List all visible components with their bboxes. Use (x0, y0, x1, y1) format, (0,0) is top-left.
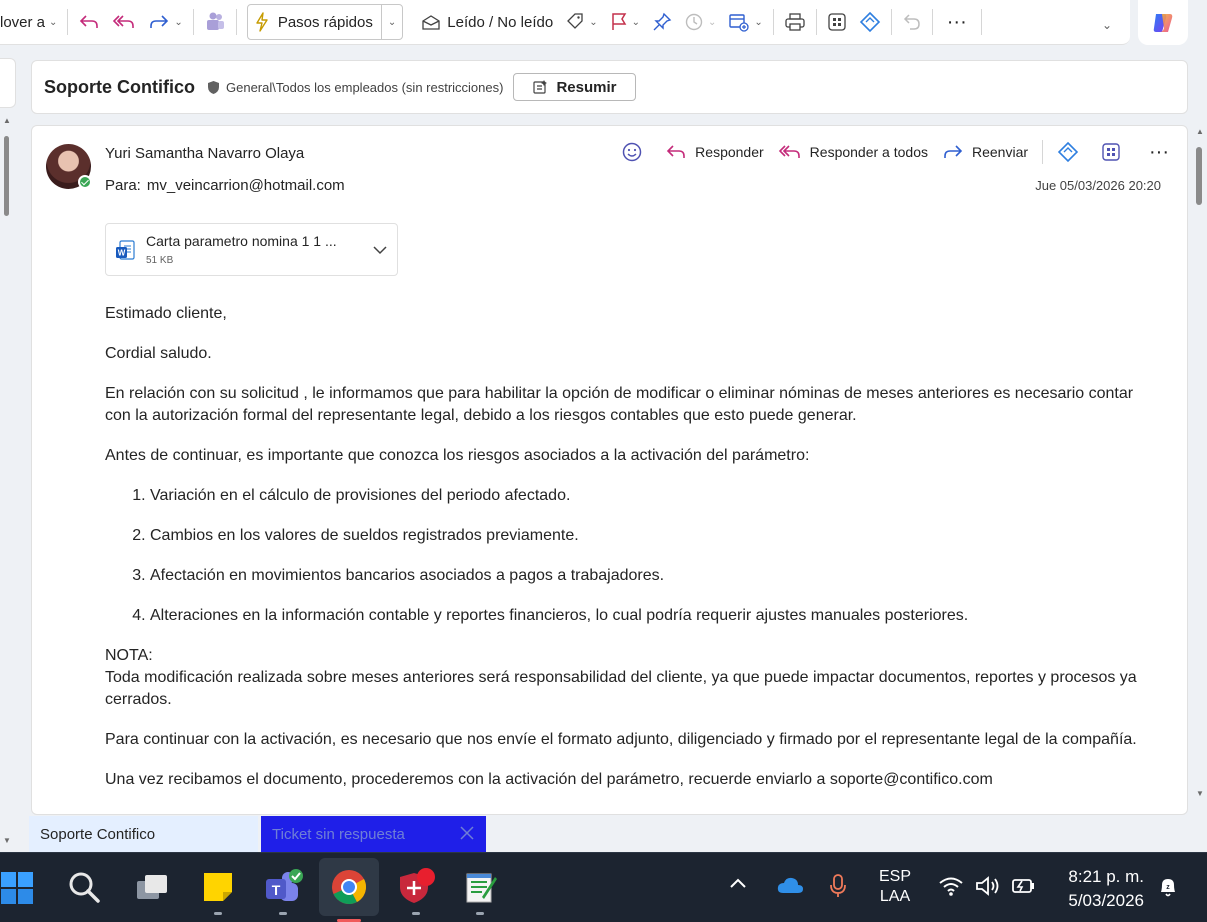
search-icon (67, 870, 101, 904)
printer-icon (784, 12, 806, 32)
paragraph: En relación con su solicitud , le informamos que para habilitar la opción de modificar o eliminar nóminas de meses anteriores es necesario contar con la autorización formal del representante legal, debido a los riesgos contables que esto puede generar. (105, 385, 1134, 424)
language-code: ESP (879, 868, 912, 885)
task-view-icon (135, 872, 169, 902)
ribbon-toolbar (0, 0, 1130, 45)
apps-grid-icon (827, 12, 847, 32)
tab-ticket-sin-respuesta[interactable] (261, 816, 486, 852)
apps-grid-icon (1101, 142, 1121, 162)
running-indicator (412, 912, 420, 915)
undo-icon (902, 12, 922, 32)
attachment-size: 51 KB (146, 255, 174, 266)
sensitivity-text: General\Todos los empleados (sin restricciones) (226, 79, 504, 95)
folder-pane-edge[interactable] (0, 58, 16, 108)
separator (67, 9, 68, 35)
subject-bar (31, 60, 1188, 114)
microphone-icon (828, 873, 848, 899)
attachment-card[interactable] (105, 223, 398, 276)
chevron-down-icon: ⌄ (631, 16, 640, 28)
volume-tray-icon[interactable] (974, 875, 1002, 902)
forward-button[interactable] (942, 143, 1028, 161)
to-label: Para: (105, 177, 141, 194)
sensitivity-label[interactable] (207, 80, 503, 95)
summarize-button[interactable] (513, 73, 635, 101)
svg-text:T: T (271, 882, 281, 898)
clock-date: 5/03/2026 (1068, 891, 1144, 910)
quick-steps-button[interactable] (247, 4, 403, 40)
notifications-button[interactable] (1156, 875, 1180, 904)
copilot-button[interactable] (1138, 0, 1188, 45)
print-button[interactable] (778, 0, 812, 45)
cloud-icon (776, 875, 804, 895)
reply-icon (665, 143, 687, 161)
tag-icon (565, 12, 585, 32)
security-app-taskbar-icon[interactable] (394, 865, 438, 909)
more-options-button[interactable] (937, 0, 977, 45)
windows-logo-icon (1, 869, 37, 905)
reply-label: Responder (695, 144, 764, 160)
chrome-taskbar-icon[interactable] (319, 858, 379, 916)
chevron-down-icon: ⌄ (1101, 18, 1112, 32)
reply-all-label: Responder a todos (809, 144, 928, 160)
more-icon: ··· (946, 10, 967, 33)
reply-icon (78, 13, 100, 31)
shield-app-icon (396, 867, 436, 907)
running-indicator (214, 912, 222, 915)
chevron-down-icon: ⌄ (387, 16, 397, 28)
windows-taskbar (0, 852, 1207, 922)
running-indicator (476, 912, 484, 915)
svg-text:z: z (1166, 884, 1170, 891)
search-button[interactable] (62, 865, 106, 909)
scroll-thumb[interactable] (4, 136, 9, 216)
snooze-button[interactable] (678, 0, 722, 45)
show-hidden-icons-button[interactable] (728, 875, 748, 896)
start-button[interactable] (0, 865, 38, 909)
list-item: 2. Cambios en los valores de sueldos registrados previamente. (150, 525, 1155, 547)
viva-insights-button[interactable] (853, 0, 887, 45)
separator (891, 9, 892, 35)
paragraph: Antes de continuar, es importante que conozca los riesgos asociados a la activación del parámetro: (105, 447, 810, 464)
onedrive-tray-icon[interactable] (776, 875, 804, 900)
forward-label: Reenviar (971, 144, 1029, 160)
forward-icon (942, 143, 964, 161)
note (105, 645, 1155, 711)
quick-steps-group (241, 0, 409, 45)
chevron-down-icon: ⌄ (49, 16, 58, 28)
reply-all-icon (112, 13, 136, 31)
chevron-up-icon (728, 875, 748, 891)
notepad-taskbar-icon[interactable] (458, 865, 502, 909)
scroll-up-arrow-icon[interactable]: ▲ (3, 116, 11, 125)
subject-title: Soporte Contifico (44, 76, 195, 97)
apps-button[interactable] (1101, 142, 1129, 162)
scroll-down-arrow-icon[interactable]: ▼ (1196, 789, 1204, 798)
rules-icon (728, 12, 750, 32)
summarize-icon (532, 79, 548, 95)
tab-soporte-contifico[interactable] (29, 816, 258, 852)
word-document-icon (115, 240, 135, 262)
clock-time: 8:21 p. m. (1068, 867, 1144, 886)
close-icon[interactable] (458, 824, 476, 842)
separator (773, 9, 774, 35)
reply-all-toolbar-button[interactable] (106, 0, 142, 45)
bell-icon (1156, 875, 1180, 899)
diamond-icon (859, 11, 881, 33)
risk-list (105, 485, 1155, 627)
apps-button[interactable] (821, 0, 853, 45)
separator (981, 9, 982, 35)
teams-share-button[interactable] (198, 0, 232, 45)
tab-label: Soporte Contifico (40, 825, 156, 843)
recipient-line (105, 177, 351, 194)
reply-toolbar-button[interactable] (72, 0, 106, 45)
undo-button[interactable] (896, 0, 928, 45)
note-text: Toda modificación realizada sobre meses anteriores será responsabilidad del cliente, ya que puede impactar documentos, reportes y procesos ya cerrados. (105, 669, 1137, 708)
microphone-tray-icon[interactable] (828, 873, 848, 904)
chevron-down-icon: ⌄ (707, 16, 717, 28)
chevron-down-icon[interactable] (372, 244, 388, 256)
move-to-label: lover a (0, 13, 46, 31)
chevron-down-icon: ⌄ (754, 16, 763, 28)
network-tray-icon[interactable] (938, 875, 964, 902)
forward-icon (148, 13, 170, 31)
shield-icon (207, 80, 220, 95)
presence-available-icon (78, 175, 92, 189)
teams-taskbar-icon[interactable] (261, 865, 305, 909)
paragraph: Para continuar con la activación, es necesario que nos envíe el formato adjunto, diligenciado y firmado por el representante legal de la compañía. (105, 731, 1137, 748)
notepad-icon (462, 869, 498, 905)
list-item: 1. Variación en el cálculo de provisiones del periodo afectado. (150, 485, 1155, 507)
more-icon: ··· (1149, 140, 1169, 163)
lightning-icon (254, 12, 270, 32)
clock-icon (684, 12, 704, 32)
keyboard-layout: LAA (879, 888, 911, 905)
message-card (31, 125, 1188, 815)
message-actions (607, 140, 1169, 164)
message-body (105, 303, 1155, 809)
list-item: 3. Afectación en movimientos bancarios asociados a pagos a trabajadores. (150, 565, 1155, 587)
teams-icon (204, 12, 226, 32)
read-unread-button[interactable] (415, 0, 559, 45)
paragraph: Una vez recibamos el documento, procederemos con la activación del parámetro, recuerde enviarlo a soporte@contifico.com (105, 771, 993, 788)
separator (381, 4, 382, 40)
list-item: 4. Alteraciones en la información contable y reportes financieros, lo cual podría requerir ajustes manuales posteriores. (150, 605, 1155, 627)
left-scrollbar[interactable] (0, 112, 14, 852)
sender-name[interactable]: Yuri Samantha Navarro Olaya (105, 145, 305, 162)
flag-icon (610, 12, 628, 32)
separator (1042, 140, 1043, 164)
flag-button[interactable] (604, 0, 646, 45)
reading-pane-scrollbar[interactable] (1192, 125, 1206, 805)
viva-insights-button[interactable] (1057, 141, 1087, 163)
read-unread-label: Leído / No leído (447, 13, 554, 31)
reply-button[interactable] (665, 143, 764, 161)
scroll-up-arrow-icon[interactable]: ▲ (1196, 127, 1204, 136)
expand-ribbon-button[interactable] (1092, 5, 1118, 45)
chrome-icon (330, 868, 368, 906)
separator (193, 9, 194, 35)
pin-icon (652, 12, 672, 32)
attachment-name: Carta parametro nomina 1 1 ... (146, 233, 337, 249)
rules-button[interactable] (722, 0, 768, 45)
chevron-down-icon: ⌄ (174, 16, 183, 28)
recipient-address[interactable]: mv_veincarrion@hotmail.com (146, 177, 345, 194)
summarize-label: Resumir (556, 78, 617, 96)
reaction-button[interactable] (621, 141, 651, 163)
chevron-down-icon: ⌄ (589, 16, 598, 28)
diamond-icon (1057, 141, 1079, 163)
sticky-notes-icon (201, 870, 235, 904)
move-to-button[interactable] (0, 0, 63, 45)
message-date: Jue 05/03/2026 20:20 (1035, 178, 1161, 193)
running-indicator (279, 912, 287, 915)
reply-all-icon (778, 143, 802, 161)
clock[interactable] (1058, 865, 1144, 913)
quick-steps-label: Pasos rápidos (277, 13, 373, 31)
forward-toolbar-button[interactable] (142, 0, 188, 45)
greeting: Estimado cliente, (105, 305, 227, 322)
pin-button[interactable] (646, 0, 678, 45)
envelope-open-icon (421, 13, 441, 31)
avatar[interactable] (46, 144, 91, 189)
smiley-icon (621, 141, 643, 163)
battery-charging-icon (1010, 875, 1038, 897)
tab-label: Ticket sin respuesta (272, 825, 405, 843)
separator (816, 9, 817, 35)
separator (932, 9, 933, 35)
task-view-button[interactable] (130, 865, 174, 909)
teams-icon (262, 866, 304, 908)
sticky-notes-taskbar-icon[interactable] (196, 865, 240, 909)
wifi-icon (938, 875, 964, 897)
reply-all-button[interactable] (778, 143, 928, 161)
svg-text:W: W (117, 248, 126, 258)
note-title: NOTA: (105, 647, 153, 664)
copilot-icon (1150, 10, 1176, 36)
battery-tray-icon[interactable] (1010, 875, 1038, 902)
scroll-thumb[interactable] (1196, 147, 1202, 205)
speaker-icon (974, 875, 1002, 897)
separator (236, 9, 237, 35)
more-actions-button[interactable] (1149, 141, 1169, 164)
input-language-indicator[interactable] (879, 867, 911, 907)
salutation: Cordial saludo. (105, 345, 212, 362)
categorize-button[interactable] (559, 0, 603, 45)
scroll-down-arrow-icon[interactable]: ▼ (3, 836, 11, 845)
